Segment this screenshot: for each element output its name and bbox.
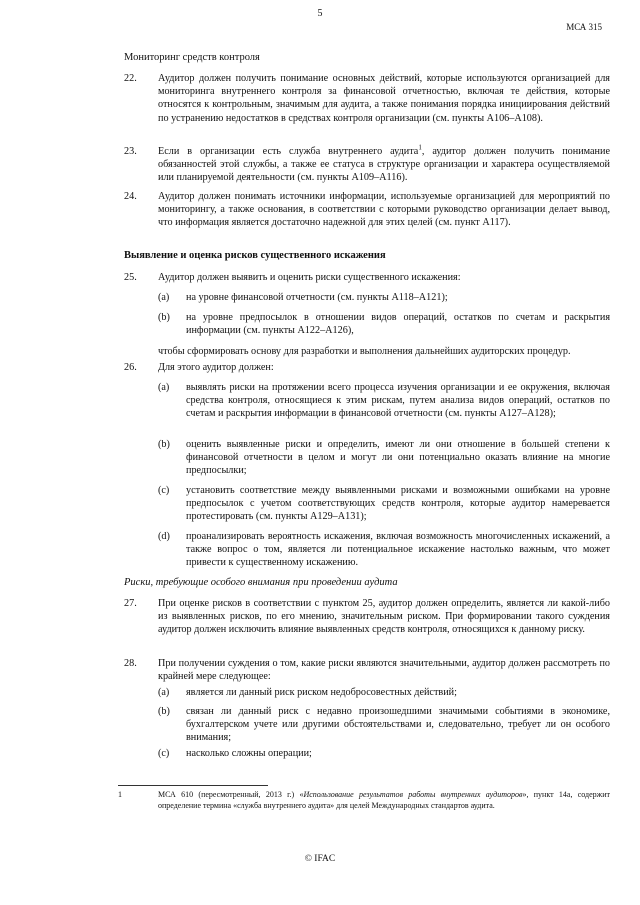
footnote-cited-title: Использование результатов работы внутренних аудиторов xyxy=(303,790,523,799)
copyright-footer: © IFAC xyxy=(304,854,336,864)
subitem-25-b xyxy=(158,311,610,337)
paragraph-number: 26. xyxy=(124,362,137,373)
footnote xyxy=(118,790,610,811)
footnote-reference[interactable]: 1 xyxy=(418,143,422,152)
subitem-text: является ли данный риск риском недобросовестных действий; xyxy=(186,687,457,698)
subitem-text: выявлять риски на протяжении всего процесса изучения организации и ее окружения, включая средства контроля, относящиеся к этим рискам, путем анализа видов операций, остатков по счетам и раскрытия информации в финансовой отчетности (см. пункты А127–А128); xyxy=(186,382,610,420)
section-heading-significant-risks: Риски, требующие особого внимания при проведении аудита xyxy=(124,577,398,588)
paragraph-text: При оценке рисков в соответствии с пунктом 25, аудитор должен определить, является ли какой-либо из выявленных рисков, по его мнению, значительным риском. При формировании такого суждения аудитор должен исключить влияние выявленных средств контроля, относящихся к данному риску. xyxy=(158,598,610,636)
paragraph-text-end: , аудитор должен получить понимание обязанностей этой службы, а также ее статуса в структуре организации и характера осуществляемой или планируемой деятельности (см. пункты А109–А116). xyxy=(158,146,610,184)
subitem-26-a xyxy=(158,381,610,421)
subitem-text: связан ли данный риск с недавно произошедшими значимыми событиями в экономике, бухгалтерском учете или другими обстоятельствами и, следовательно, требует ли он особого внимания; xyxy=(186,706,610,744)
paragraph-text xyxy=(158,145,610,185)
subitem-text: оценить выявленные риски и определить, имеют ли они отношение в большей степени к финансовой отчетности в целом и могут ли они потенциально оказать влияние на многие предпосылки; xyxy=(186,439,610,477)
subitem-28-b xyxy=(158,705,610,745)
paragraph-27 xyxy=(124,597,610,637)
paragraph-26 xyxy=(124,361,610,374)
footnote-separator xyxy=(118,785,268,786)
footnote-number: 1 xyxy=(118,790,122,799)
subitem-label: (a) xyxy=(158,292,170,303)
footnote-text-start: МСА 610 (пересмотренный, 2013 г.) « xyxy=(158,790,304,799)
subitem-26-b xyxy=(158,438,610,478)
paragraph-number: 27. xyxy=(124,598,137,609)
paragraph-number: 23. xyxy=(124,146,137,157)
paragraph-text: Аудитор должен выявить и оценить риски существенного искажения: xyxy=(158,272,461,283)
subitem-text: на уровне предпосылок в отношении видов операций, остатков по счетам и раскрытия информации (см. пункты А122–А126), xyxy=(186,312,610,337)
subitem-26-d xyxy=(158,530,610,570)
section-heading-identification: Выявление и оценка рисков существенного искажения xyxy=(124,250,386,261)
paragraph-text: Аудитор должен понимать источники информации, используемые организацией для мероприятий по мониторингу, а также основания, в соответствии с которыми руководство организации делает вывод, что информация является достаточно надежной для этих целей (см. пункт А117). xyxy=(158,191,610,229)
subitem-label: (c) xyxy=(158,748,170,759)
section-heading-monitoring: Мониторинг средств контроля xyxy=(124,52,260,63)
subitem-text: на уровне финансовой отчетности (см. пункты А118–А121); xyxy=(186,292,448,303)
subitem-28-c xyxy=(158,747,610,760)
subitem-text: проанализировать вероятность искажения, включая возможность многочисленных искажений, а также вопрос о том, является ли потенциальное искажение настолько важным, что может привести к существенному искажению. xyxy=(186,531,610,569)
footnote-text-end: », пункт 14а, содержит определение термина «служба внутреннего аудита» для целей Международных стандартов аудита. xyxy=(158,790,610,810)
subitem-text: установить соответствие между выявленными рисками и возможными ошибками на уровне предпосылок с учетом соответствующих средств контроля, которые аудитор намеревается протестировать (см. пункты А129–А131); xyxy=(186,485,610,523)
subitem-label: (b) xyxy=(158,706,170,717)
page-number: 5 xyxy=(317,8,323,19)
paragraph-text-start: Если в организации есть служба внутреннего аудита xyxy=(158,146,419,157)
footnote-text xyxy=(158,790,610,811)
subitem-label: (a) xyxy=(158,382,170,393)
paragraph-24 xyxy=(124,190,610,230)
subitem-label: (c) xyxy=(158,485,170,496)
paragraph-number: 25. xyxy=(124,272,137,283)
paragraph-22 xyxy=(124,72,610,125)
subitem-label: (b) xyxy=(158,439,170,450)
subitem-label: (b) xyxy=(158,312,170,323)
subitem-text: насколько сложны операции; xyxy=(186,748,312,759)
standard-code: МСА 315 xyxy=(566,22,602,32)
subitem-label: (a) xyxy=(158,687,170,698)
paragraph-25-conclusion: чтобы сформировать основу для разработки и выполнения дальнейших аудиторских процедур. xyxy=(158,346,571,357)
paragraph-text: Для этого аудитор должен: xyxy=(158,362,274,373)
subitem-28-a xyxy=(158,686,610,699)
paragraph-23 xyxy=(124,145,610,185)
paragraph-number: 22. xyxy=(124,73,137,84)
paragraph-number: 24. xyxy=(124,191,137,202)
subitem-26-c xyxy=(158,484,610,524)
paragraph-28 xyxy=(124,657,610,683)
paragraph-text: Аудитор должен получить понимание основных действий, которые используются организацией для мониторинга внутреннего контроля за финансовой отчетностью, включая те действия, которые относятся к контрольным, значимым для аудита, а также понимания порядка инициирования действий по устранению недостатков в средствах контроля организации (см. пункты А106–А108). xyxy=(158,73,610,124)
subitem-label: (d) xyxy=(158,531,170,542)
paragraph-25 xyxy=(124,271,610,284)
paragraph-text: При получении суждения о том, какие риски являются значительными, аудитор должен рассмотреть по крайней мере следующее: xyxy=(158,658,610,683)
paragraph-number: 28. xyxy=(124,658,137,669)
subitem-25-a xyxy=(158,291,610,304)
